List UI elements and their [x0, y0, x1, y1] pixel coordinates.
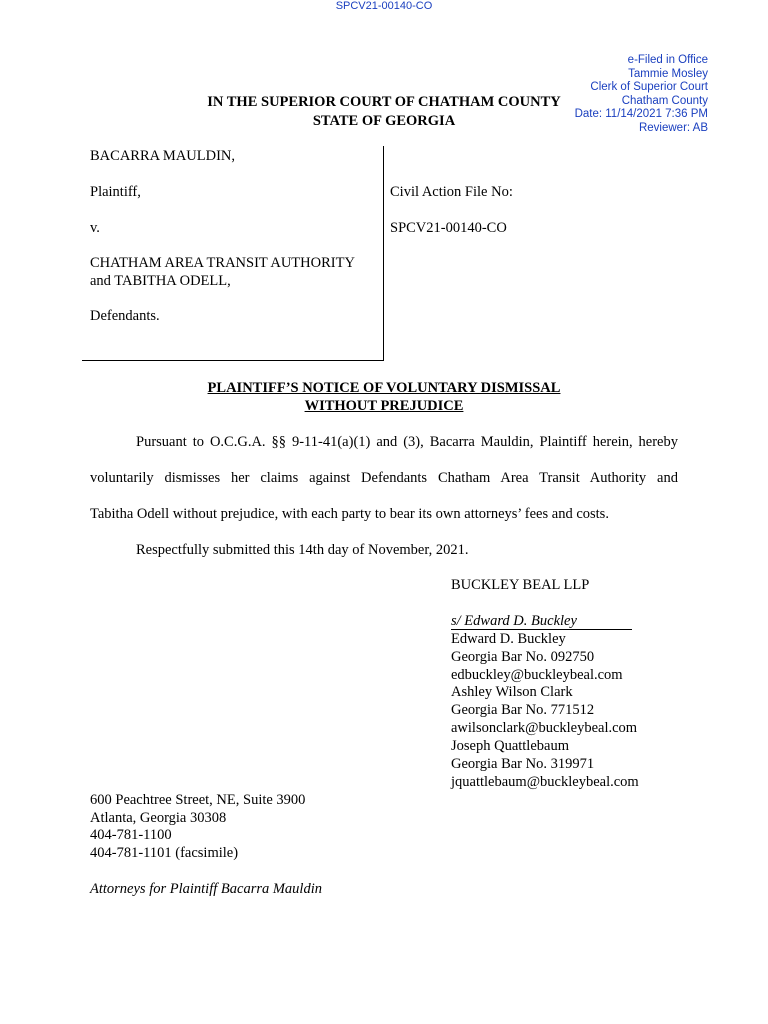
document-title — [0, 379, 768, 415]
defendants-line-2: and TABITHA ODELL, — [90, 273, 231, 289]
court-name: IN THE SUPERIOR COURT OF CHATHAM COUNTY — [207, 94, 561, 110]
court-state: STATE OF GEORGIA — [312, 113, 456, 129]
case-number-header: SPCV21-00140-CO — [335, 0, 433, 12]
body-paragraph-line: Tabitha Odell without prejudice, with each party to bear its own attorneys’ fees and costs. — [90, 506, 609, 522]
attorneys-for-line: Attorneys for Plaintiff Bacarra Mauldin — [90, 881, 322, 897]
versus: v. — [90, 220, 100, 236]
defendants-line-1: CHATHAM AREA TRANSIT AUTHORITY — [90, 255, 355, 271]
attorney-line: Ashley Wilson Clark — [451, 684, 573, 700]
efile-stamp-line: Tammie Mosley — [628, 67, 708, 80]
caption-divider-horizontal — [82, 360, 384, 361]
attorney-line: Georgia Bar No. 092750 — [451, 649, 595, 665]
document-title-line-2: WITHOUT PREJUDICE — [304, 398, 464, 414]
law-firm-name: BUCKLEY BEAL LLP — [451, 577, 590, 593]
court-heading — [0, 93, 768, 131]
fax-number: 404-781-1101 (facsimile) — [90, 845, 239, 861]
electronic-signature: s/ Edward D. Buckley — [451, 613, 577, 629]
efile-stamp-line: e-Filed in Office — [627, 54, 708, 66]
attorney-email: awilsonclark@buckleybeal.com — [451, 720, 638, 736]
defendants-role: Defendants. — [90, 308, 160, 324]
efile-stamp-line: Date: 11/14/2021 7:36 PM — [574, 108, 708, 120]
document-title-line-1: PLAINTIFF’S NOTICE OF VOLUNTARY DISMISSAL — [207, 380, 561, 396]
attorney-line: Edward D. Buckley — [451, 631, 566, 647]
body-paragraph-line: voluntarily dismisses her claims against Defendants Chatham Area Transit Authority and — [90, 470, 678, 486]
body-paragraph-line: Pursuant to O.C.G.A. §§ 9-11-41(a)(1) and (3), Bacarra Mauldin, Plaintiff herein, hereby — [136, 434, 678, 450]
efile-stamp-line: Reviewer: AB — [638, 121, 708, 134]
attorney-email: edbuckley@buckleybeal.com — [451, 667, 623, 683]
submission-statement: Respectfully submitted this 14th day of November, 2021. — [136, 542, 469, 558]
phone-number: 404-781-1100 — [90, 827, 172, 843]
efile-stamp-line: Clerk of Superior Court — [590, 81, 708, 93]
address-line: 600 Peachtree Street, NE, Suite 3900 — [90, 792, 306, 808]
attorney-line: Georgia Bar No. 319971 — [451, 756, 595, 772]
plaintiff-role: Plaintiff, — [90, 184, 141, 200]
civil-action-label: Civil Action File No: — [390, 184, 513, 200]
address-line: Atlanta, Georgia 30308 — [90, 810, 227, 826]
attorney-email: jquattlebaum@buckleybeal.com — [451, 774, 639, 790]
caption-divider-vertical — [383, 146, 384, 361]
attorney-line: Joseph Quattlebaum — [451, 738, 569, 754]
efile-stamp-line: Chatham County — [621, 94, 708, 107]
civil-action-number: SPCV21-00140-CO — [390, 220, 507, 236]
plaintiff-name: BACARRA MAULDIN, — [90, 148, 236, 164]
attorney-line: Georgia Bar No. 771512 — [451, 702, 595, 718]
